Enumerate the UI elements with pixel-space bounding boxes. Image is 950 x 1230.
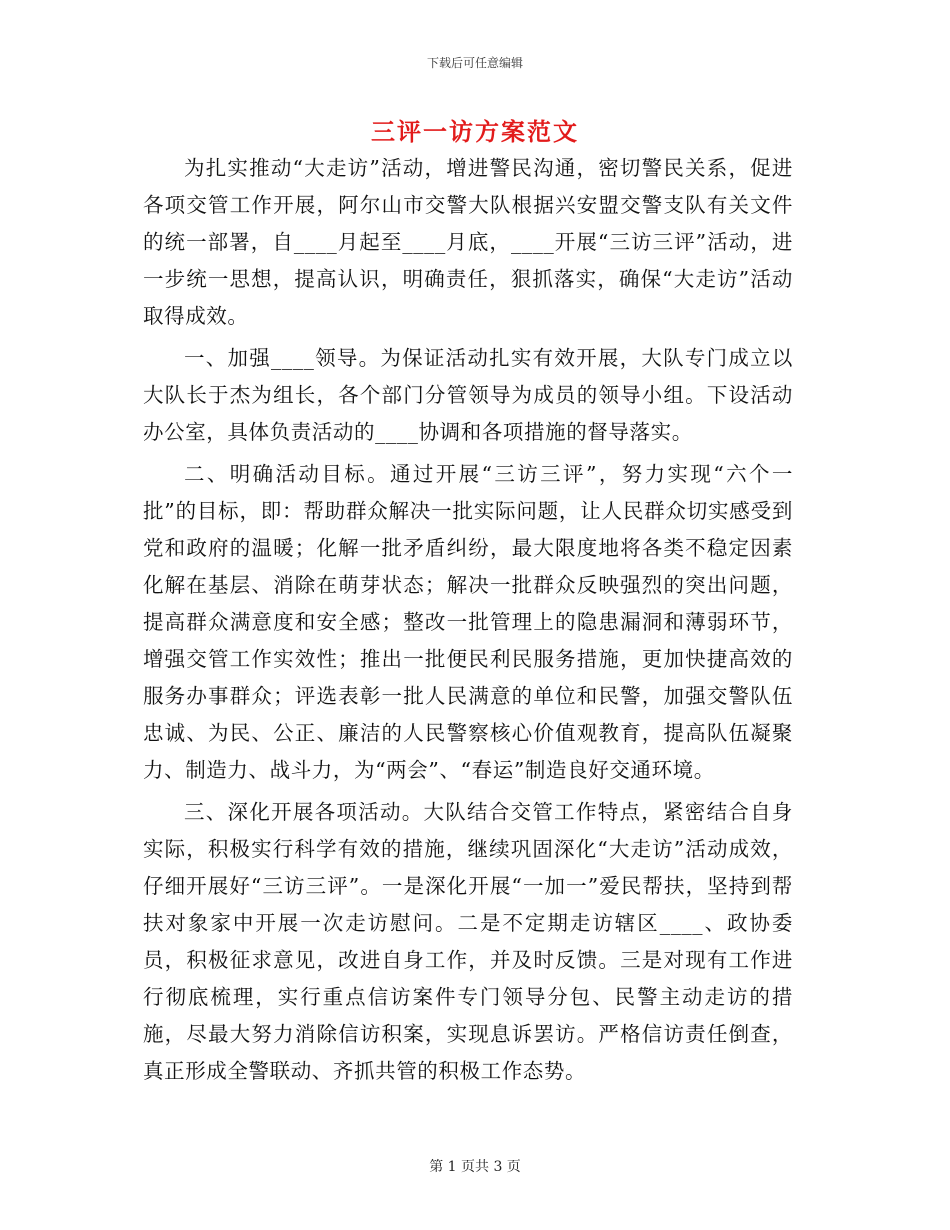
paragraph-section-2: 二、明确活动目标。通过开展“三访三评”，努力实现“六个一批”的目标，即：帮助群众解决一批实际问题，让人民群众切实感受到党和政府的温暖；化解一批矛盾纠纷，最大限度地将各类不稳定因素化解在基层、消除在萌芽状态；解决一批群众反映强烈的突出问题，提高群众满意度和安全感；整改一批管理上的隐患漏洞和薄弱环节，增强交管工作实效性；推出一批便民利民服务措施，更加快捷高效的服务办事群众；评选表彰一批人民满意的单位和民警，加强交警队伍忠诚、为民、公正、廉洁的人民警察核心价值观教育，提高队伍凝聚力、制造力、战斗力，为“两会”、“春运”制造良好交通环境。: [143, 462, 793, 782]
paragraph-intro: 为扎实推动“大走访”活动，增进警民沟通，密切警民关系，促进各项交管工作开展，阿尔山市交警大队根据兴安盟交警支队有关文件的统一部署，自____月起至____月底，____开展“三访三评”活动，进一步统一思想，提高认识，明确责任，狠抓落实，确保“大走访”活动取得成效。: [143, 156, 793, 328]
paragraph-section-1: 一、加强____领导。为保证活动扎实有效开展，大队专门成立以大队长于杰为组长，各个部门分管领导为成员的领导小组。下设活动办公室，具体负责活动的____协调和各项措施的督导落实。: [143, 346, 793, 444]
paragraph-section-3: 三、深化开展各项活动。大队结合交管工作特点，紧密结合自身实际，积极实行科学有效的措施，继续巩固深化“大走访”活动成效，仔细开展好“三访三评”。一是深化开展“一加一”爱民帮扶，坚持到帮扶对象家中开展一次走访慰问。二是不定期走访辖区____、政协委员，积极征求意见，改进自身工作，并及时反馈。三是对现有工作进行彻底梳理，实行重点信访案件专门领导分包、民警主动走访的措施，尽最大努力消除信访积案，实现息诉罢访。严格信访责任倒查，真正形成全警联动、齐抓共管的积极工作态势。: [143, 800, 793, 1083]
document-body: [143, 150, 793, 1095]
document-title: 三评一访方案范文: [371, 117, 579, 146]
page-number: 第 1 页共 3 页: [429, 1159, 521, 1175]
header-note: 下载后可任意编辑: [426, 56, 523, 70]
